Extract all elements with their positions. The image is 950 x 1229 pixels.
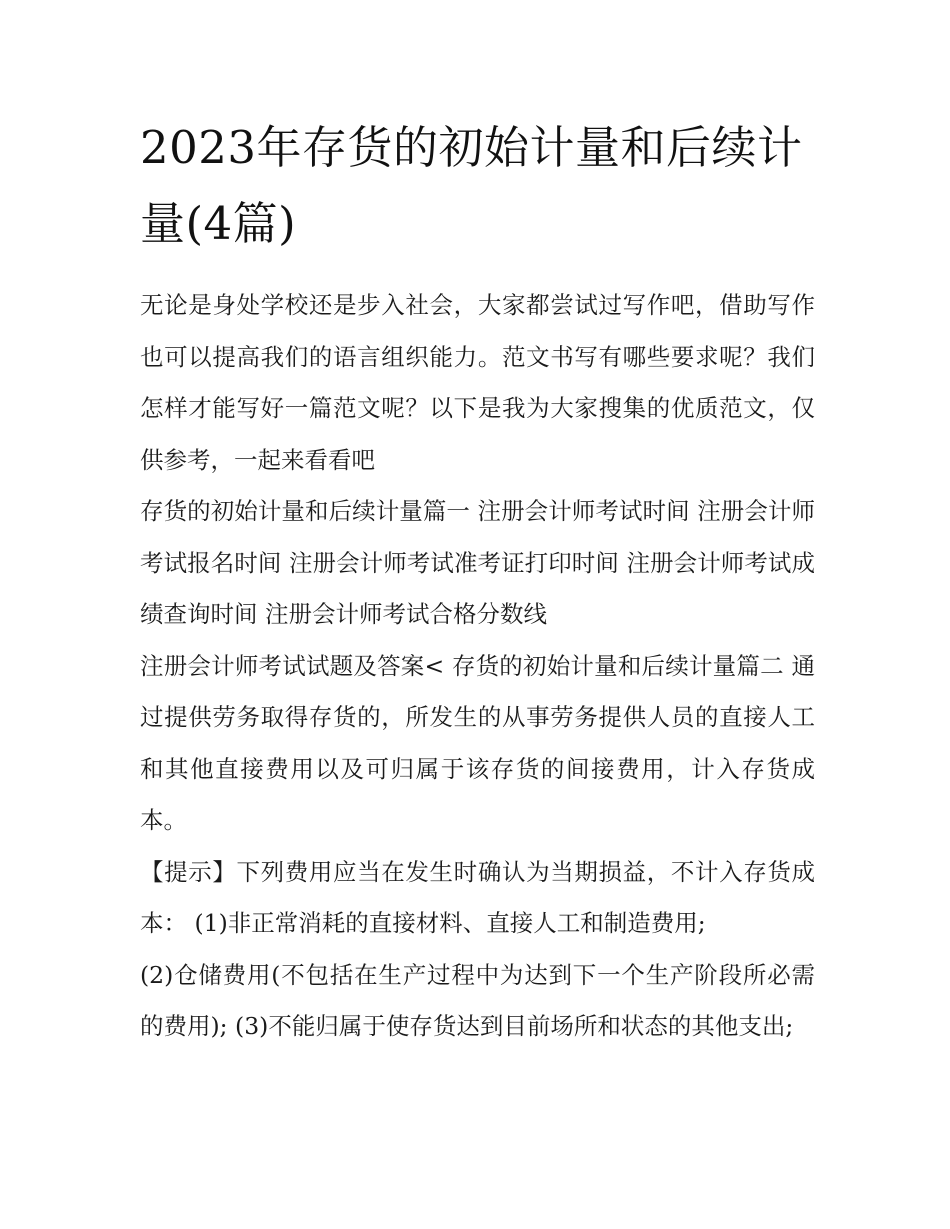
section-one-paragraph: 存货的初始计量和后续计量篇一 注册会计师考试时间 注册会计师考试报名时间 注册会计师考试准考证打印时间 注册会计师考试成绩查询时间 注册会计师考试合格分数线 — [140, 497, 815, 628]
section-two-paragraph: 注册会计师考试试题及答案< 存货的初始计量和后续计量篇二 通过提供劳务取得存货的，所发生的从事劳务提供人员的直接人工和其他直接费用以及可归属于该存货的间接费用，计入存货成本。 — [140, 651, 815, 834]
tip-paragraph: 【提示】下列费用应当在发生时确认为当期损益，不计入存货成本： (1)非正常消耗的直接材料、直接人工和制造费用; — [140, 857, 815, 937]
storage-cost-paragraph: (2)仓储费用(不包括在生产过程中为达到下一个生产阶段所必需的费用); (3)不能归属于使存货达到目前场所和状态的其他支出; — [140, 960, 815, 1040]
intro-paragraph: 无论是身处学校还是步入社会，大家都尝试过写作吧，借助写作也可以提高我们的语言组织能力。范文书写有哪些要求呢？我们怎样才能写好一篇范文呢？以下是我为大家搜集的优质范文，仅供参考，一起来看看吧 — [140, 291, 815, 474]
document-title: 2023年存货的初始计量和后续计量(4篇) — [140, 121, 803, 250]
document-page — [140, 110, 815, 1053]
